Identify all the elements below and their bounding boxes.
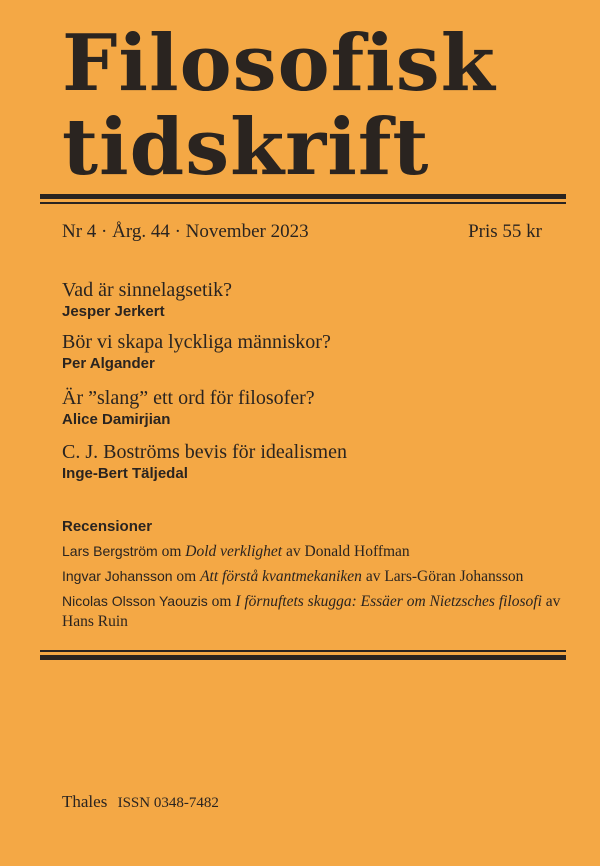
masthead-line-1: Filosofisk <box>62 18 496 109</box>
review-item <box>62 566 562 587</box>
article-1 <box>62 278 232 322</box>
article-title: Bör vi skapa lyckliga människor? <box>62 331 331 353</box>
footer <box>62 792 219 812</box>
article-title: Vad är sinnelagsetik? <box>62 279 232 301</box>
review-item <box>62 541 562 562</box>
review-book-title: Dold verklighet <box>185 543 283 560</box>
article-author: Per Algander <box>62 355 155 372</box>
article-title: Är ”slang” ett ord för filosofer? <box>62 387 315 409</box>
reviews-section <box>62 517 562 632</box>
issue-info-line <box>62 221 542 243</box>
review-reviewer: Ingvar Johansson <box>62 568 173 584</box>
article-2 <box>62 330 331 374</box>
bottom-rule-thin <box>40 650 566 652</box>
article-title: C. J. Boströms bevis för idealismen <box>62 441 347 463</box>
review-book-author: av Hans Ruin <box>62 593 561 630</box>
review-book-title: I förnuftets skugga: Essäer om Nietzsches filosofi <box>235 593 542 610</box>
publisher-name: Thales <box>62 792 108 811</box>
reviews-heading: Recensioner <box>62 518 153 535</box>
issue-price: Pris 55 kr <box>468 221 542 242</box>
article-3 <box>62 386 315 430</box>
top-rule-thick <box>40 194 566 199</box>
review-om: om <box>176 568 197 585</box>
review-om: om <box>211 593 232 610</box>
issn-number: ISSN 0348-7482 <box>117 795 219 811</box>
review-book-author: av Donald Hoffman <box>286 543 410 560</box>
review-reviewer: Nicolas Olsson Yaouzis <box>62 593 208 609</box>
review-book-author: av Lars-Göran Johansson <box>365 568 524 585</box>
issue-info: Nr 4 · Årg. 44 · November 2023 <box>62 221 309 242</box>
article-author: Inge-Bert Täljedal <box>62 465 188 482</box>
masthead-line-2: tidskrift <box>62 102 430 193</box>
bottom-rule-thick <box>40 655 566 660</box>
masthead-title <box>62 18 496 193</box>
review-reviewer: Lars Bergström <box>62 543 158 559</box>
top-rule-thin <box>40 202 566 204</box>
review-book-title: Att förstå kvantmekaniken <box>200 568 362 585</box>
review-om: om <box>161 543 182 560</box>
article-author: Alice Damirjian <box>62 411 171 428</box>
article-4 <box>62 440 347 484</box>
article-author: Jesper Jerkert <box>62 303 165 320</box>
review-item <box>62 591 562 632</box>
